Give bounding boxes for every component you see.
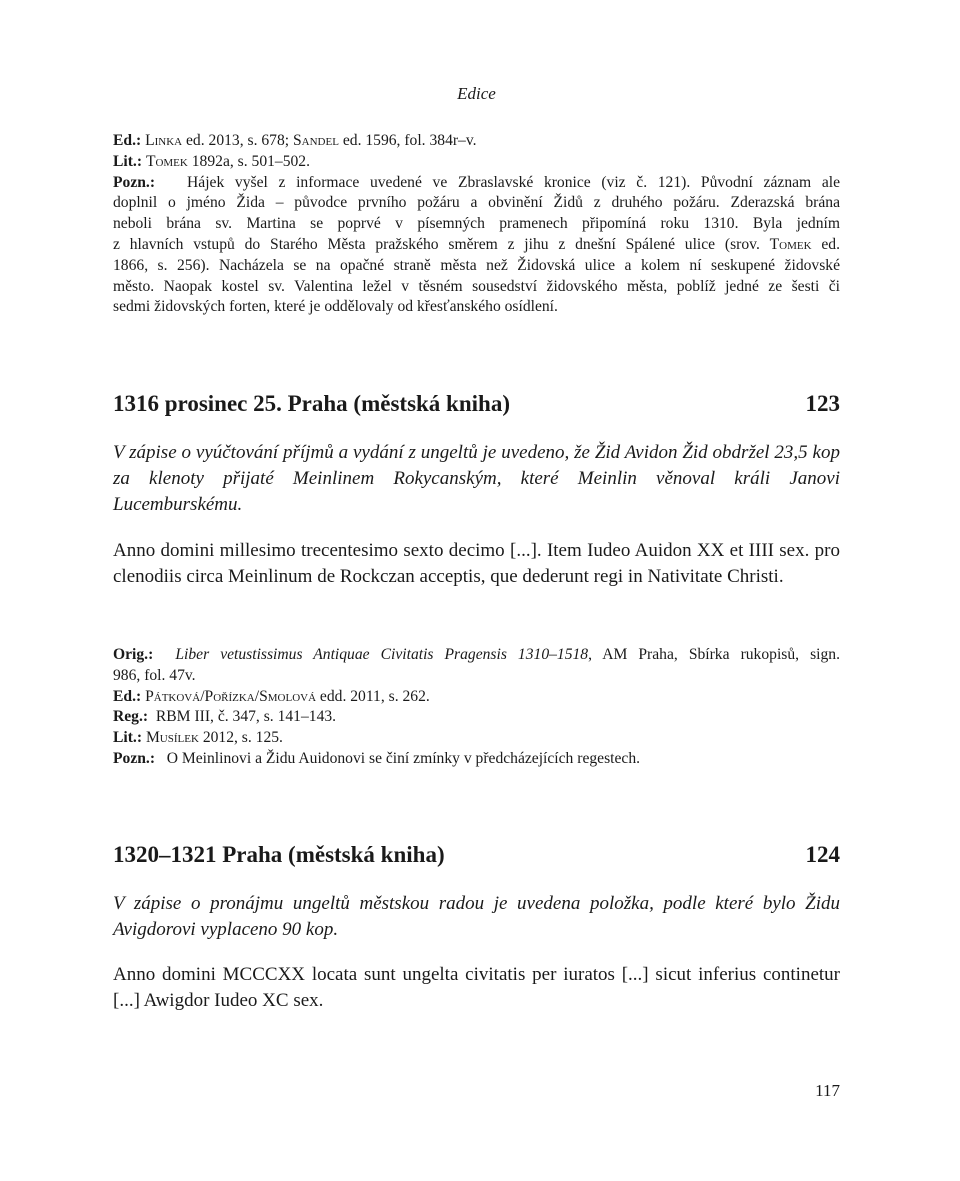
entry-124-heading (113, 841, 840, 869)
orig-note-cont: 986, fol. 47v. (113, 666, 196, 684)
previous-entry-notes (113, 131, 840, 318)
pozn-line-3: neboli brána sv. Martina se poprvé v písemných pramenech připomíná roku 1310. Byla jedním (113, 215, 840, 233)
pozn-author: Tomek (769, 235, 812, 253)
pozn-line-2: doplnil o jméno Žida – původce prvního požáru a obvinění Židů z druhého požáru. Zderazská brána (113, 194, 840, 212)
ed-label: Ed.: (113, 132, 142, 149)
ed-author-2: Sandel (293, 132, 339, 149)
ed-label-123: Ed.: (113, 687, 142, 705)
entry-124-regest: V zápise o pronájmu ungeltů městskou radou je uvedena položka, podle které bylo Židu Avigdorovi vyplaceno 90 kop. (113, 893, 840, 940)
lit-text: 1892a, s. 501–502. (187, 152, 311, 170)
ed-author-1: Linka (145, 132, 183, 149)
reg-text-123: RBM III, č. 347, s. 141–143. (155, 708, 337, 726)
pozn-note-123 (113, 749, 840, 770)
ed-authors-123: Pátková/Pořízka/Smolová (145, 687, 317, 705)
orig-source-title: Liber vetustissimus Antiquae Civitatis Pragensis 1310–1518 (175, 646, 589, 663)
ed-text-2: ed. 1596, fol. 384r–v. (338, 132, 477, 149)
lit-text-123: 2012, s. 125. (198, 729, 283, 747)
orig-note (113, 645, 840, 666)
ed-note-123 (113, 687, 840, 708)
reg-label-123: Reg.: (113, 708, 149, 726)
pozn-label-123: Pozn.: (113, 749, 156, 767)
pozn-label: Pozn.: (113, 173, 156, 191)
ed-text-123: edd. 2011, s. 262. (316, 687, 430, 705)
entry-123-regest: V zápise o vyúčtování příjmů a vydání z ungeltů je uvedeno, že Žid Avidon Žid obdržel 23,5 kop za klenoty přijaté Meinlinem Rokycanským, které Meinlin věnoval králi Janovi Lucemburskému. (113, 442, 840, 515)
entry-124-latin-text: Anno domini MCCCXX locata sunt ungelta civitatis per iuratos [...] sicut inferius continetur [...] Awigdor Iudeo XC sex. (113, 964, 840, 1011)
orig-label: Orig.: (113, 646, 154, 663)
pozn-line-7: sedmi židovských forten, které je oddělovaly od křesťanského osídlení. (113, 298, 558, 316)
running-head: Edice (457, 84, 496, 103)
entry-124-title: 1320–1321 Praha (městská kniha) (113, 842, 445, 867)
entry-124-number: 124 (805, 842, 840, 867)
lit-note (113, 152, 840, 173)
pozn-line-5: 1866, s. 256). Nacházela se na opačné straně města než Židovská ulice a kolem ní seskupené židovské (113, 256, 840, 274)
pozn-line-1: Hájek vyšel z informace uvedené ve Zbraslavské kronice (viz č. 121). Původní záznam ale (187, 173, 841, 191)
lit-author-123: Musílek (145, 729, 199, 747)
pozn-after-author: ed. (811, 235, 841, 253)
pozn-line-4: z hlavních vstupů do Starého Města pražského směrem z jihu z dnešní Spálené ulice (srov. (113, 235, 770, 253)
pozn-note (113, 173, 840, 319)
entry-123-notes (113, 645, 840, 770)
pozn-line-6: město. Naopak kostel sv. Valentina ležel v těsném sousedství židovského města, poblíž jedné ze šesti či (113, 277, 840, 295)
page-number: 117 (815, 1081, 840, 1100)
lit-author: Tomek (145, 152, 188, 170)
pozn-text-123: O Meinlinovi a Židu Auidonovi se činí zmínky v předcházejících regestech. (166, 749, 641, 767)
lit-label: Lit.: (113, 152, 143, 170)
lit-note-123 (113, 728, 840, 749)
lit-label-123: Lit.: (113, 729, 143, 747)
ed-note (113, 131, 840, 152)
orig-text: , AM Praha, Sbírka rukopisů, sign. (588, 646, 840, 663)
entry-123-title: 1316 prosinec 25. Praha (městská kniha) (113, 391, 510, 416)
entry-123-heading (113, 390, 840, 418)
reg-note-123 (113, 707, 840, 728)
entry-123-number: 123 (805, 391, 840, 416)
entry-123-latin-text: Anno domini millesimo trecentesimo sexto decimo [...]. Item Iudeo Auidon XX et IIII sex. pro clenodiis circa Meinlinum de Rockczan acceptis, que dederunt regi in Nativitate Christi. (113, 540, 840, 587)
ed-text-1: ed. 2013, s. 678; (182, 132, 293, 149)
